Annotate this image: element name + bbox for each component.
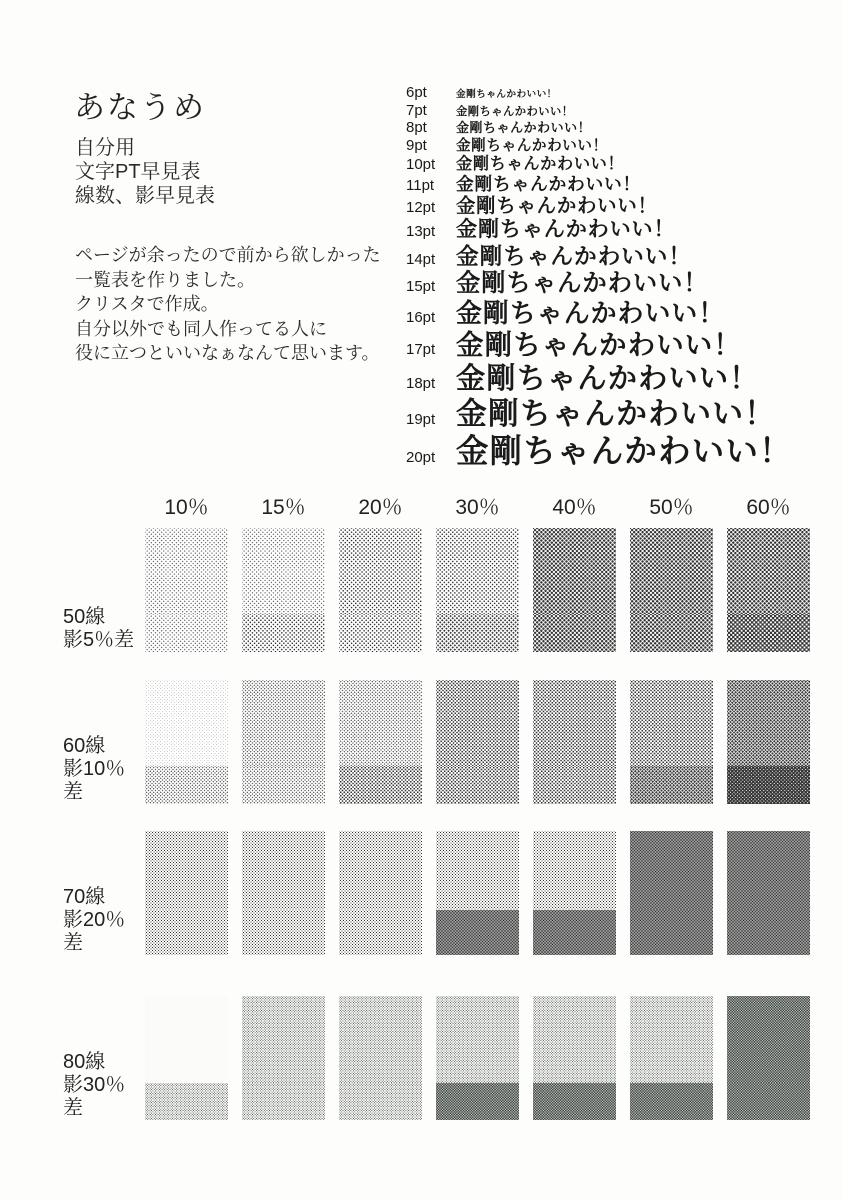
- tone-swatch-base-area: [727, 680, 810, 766]
- tone-swatch-strip: [145, 528, 810, 652]
- tone-swatch-base-area: [436, 680, 519, 766]
- tone-row-label-line: 影5％差: [63, 629, 135, 651]
- tone-swatch-base-area: [727, 528, 810, 614]
- tone-density-column-label: 20％: [358, 496, 403, 519]
- tone-swatch: [145, 528, 228, 652]
- tone-row: [63, 996, 810, 1120]
- tone-swatch: [727, 528, 810, 652]
- tone-row-label: [63, 680, 145, 804]
- tone-swatch-shadow-area: [339, 910, 422, 955]
- intro-paragraph: [75, 243, 381, 366]
- tone-swatch: [242, 996, 325, 1120]
- paragraph-line: クリスタで作成。: [75, 294, 219, 314]
- tone-swatch-shadow-area: [533, 614, 616, 652]
- tone-swatch-base-area: [145, 996, 228, 1083]
- tone-swatch: [242, 831, 325, 955]
- tone-swatch-shadow-area: [339, 766, 422, 804]
- tone-swatch: [533, 528, 616, 652]
- font-size-sample-row: [406, 218, 793, 243]
- tone-row: [63, 528, 810, 652]
- tone-density-column-label: 60％: [746, 496, 791, 519]
- tone-swatch: [436, 996, 519, 1120]
- tone-density-column-label: 15％: [261, 496, 306, 519]
- tone-swatch-base-area: [339, 528, 422, 614]
- font-size-sample-row: [406, 195, 793, 218]
- tone-density-column-label: 40％: [552, 496, 597, 519]
- tone-swatch: [630, 996, 713, 1120]
- tone-swatch: [727, 831, 810, 955]
- tone-swatch-base-area: [436, 528, 519, 614]
- tone-swatch: [145, 996, 228, 1120]
- pt-size-label: 12pt: [406, 199, 436, 217]
- tone-swatch-shadow-area: [727, 766, 810, 804]
- tone-swatch-base-area: [242, 996, 325, 1083]
- pt-size-label: 19pt: [406, 411, 436, 429]
- tone-swatch: [436, 680, 519, 804]
- sample-text: 金剛ちゃんかわいい！: [456, 243, 692, 270]
- font-size-sample-row: [406, 299, 793, 330]
- sample-text: 金剛ちゃんかわいい！: [456, 269, 709, 297]
- paragraph-line: ページが余ったので前から欲しかった: [75, 245, 381, 265]
- tone-swatch-base-area: [533, 680, 616, 766]
- font-size-sample-row: [406, 270, 793, 299]
- pt-size-label: 20pt: [406, 449, 436, 467]
- font-size-sample-row: [406, 174, 793, 195]
- pt-size-label: 16pt: [406, 308, 436, 326]
- tone-swatch-shadow-area: [630, 910, 713, 955]
- tone-swatch: [339, 680, 422, 804]
- tone-swatch-base-area: [145, 831, 228, 910]
- tone-swatch-shadow-area: [145, 614, 228, 652]
- tone-swatch-base-area: [339, 996, 422, 1083]
- font-size-sample-row: [406, 396, 793, 432]
- sample-text: 金剛ちゃんかわいい！: [456, 120, 592, 136]
- sample-text: 金剛ちゃんかわいい！: [456, 89, 557, 100]
- font-size-sample-row: [406, 119, 793, 137]
- tone-swatch-base-area: [630, 680, 713, 766]
- sample-text: 金剛ちゃんかわいい！: [456, 138, 608, 155]
- tone-swatch-base-area: [533, 528, 616, 614]
- tone-swatch-shadow-area: [242, 766, 325, 804]
- pt-size-label: 9pt: [406, 137, 427, 155]
- tone-row-label-line: 影10％差: [63, 758, 126, 803]
- paragraph-line: 役に立つといいなぁなんて思います。: [75, 343, 380, 363]
- tone-swatch-shadow-area: [630, 614, 713, 652]
- sample-text: 金剛ちゃんかわいい！: [456, 299, 726, 328]
- tone-swatch-base-area: [242, 680, 325, 766]
- tone-swatch-shadow-area: [339, 1083, 422, 1120]
- tone-row-label: [63, 831, 145, 955]
- tone-swatch-strip: [145, 680, 810, 804]
- tone-swatch: [145, 831, 228, 955]
- pt-size-label: 14pt: [406, 251, 436, 269]
- font-size-sample-row: [406, 84, 793, 102]
- pt-size-label: 11pt: [406, 177, 435, 195]
- tone-swatch-shadow-area: [145, 910, 228, 955]
- tone-swatch-shadow-area: [630, 1083, 713, 1120]
- tone-row-label-line: 50線: [63, 606, 106, 628]
- pt-size-label: 15pt: [406, 277, 436, 295]
- font-size-sample-row: [406, 362, 793, 396]
- tone-swatch-shadow-area: [436, 1083, 519, 1120]
- tone-swatch-shadow-area: [533, 910, 616, 955]
- paragraph-line: 一覧表を作りました。: [75, 269, 255, 290]
- sample-text: 金剛ちゃんかわいい！: [456, 433, 793, 470]
- subtitle-line: 文字PT早見表: [75, 161, 201, 183]
- tone-swatch: [630, 528, 713, 652]
- tone-swatch: [339, 831, 422, 955]
- tone-row: [63, 680, 810, 804]
- tone-swatch: [339, 528, 422, 652]
- pt-size-label: 6pt: [406, 84, 427, 101]
- page-title: あなうめ: [74, 90, 206, 125]
- tone-swatch-base-area: [145, 680, 228, 766]
- sample-text: 金剛ちゃんかわいい！: [456, 396, 777, 432]
- tone-swatch: [533, 996, 616, 1120]
- tone-swatch-shadow-area: [727, 1083, 810, 1120]
- tone-swatch-base-area: [145, 528, 228, 614]
- tone-swatch-base-area: [242, 528, 325, 614]
- subtitle-block: [75, 136, 215, 208]
- font-size-sample-list: [406, 84, 793, 471]
- tone-swatch: [630, 831, 713, 955]
- tone-swatch-shadow-area: [727, 910, 810, 955]
- tone-swatch: [242, 528, 325, 652]
- tone-swatch-shadow-area: [436, 910, 519, 955]
- tone-swatch: [630, 680, 713, 804]
- tone-density-column-label: 30％: [455, 496, 500, 519]
- tone-swatch-base-area: [339, 831, 422, 910]
- tone-swatch-shadow-area: [727, 614, 810, 652]
- tone-density-column-label: 10％: [164, 496, 209, 519]
- tone-swatch-base-area: [727, 831, 810, 910]
- tone-row-label-line: 影30％差: [63, 1074, 126, 1119]
- tone-swatch-strip: [145, 831, 810, 955]
- tone-row-label-line: 70線: [63, 886, 106, 908]
- tone-swatch-shadow-area: [242, 910, 325, 955]
- tone-swatch-base-area: [339, 680, 422, 766]
- tone-swatch: [533, 680, 616, 804]
- paragraph-line: 自分以外でも同人作ってる人に: [75, 318, 327, 339]
- sample-text: 金剛ちゃんかわいい！: [456, 329, 742, 361]
- tone-swatch-base-area: [242, 831, 325, 910]
- pt-size-label: 7pt: [406, 101, 427, 119]
- tone-swatch-base-area: [630, 831, 713, 910]
- tone-row: [63, 831, 810, 955]
- pt-size-label: 13pt: [406, 223, 436, 241]
- tone-swatch-shadow-area: [533, 766, 616, 804]
- tone-swatch-shadow-area: [242, 1083, 325, 1120]
- tone-swatch-shadow-area: [533, 1083, 616, 1120]
- tone-swatch: [436, 528, 519, 652]
- subtitle-line: 線数、影早見表: [75, 185, 215, 207]
- tone-row-label-line: 影20％差: [63, 909, 126, 954]
- pt-size-label: 18pt: [406, 374, 436, 392]
- tone-row-label-line: 60線: [63, 735, 106, 757]
- font-size-sample-row: [406, 432, 793, 470]
- tone-swatch-base-area: [727, 996, 810, 1083]
- sample-text: 金剛ちゃんかわいい！: [456, 174, 641, 195]
- tone-swatch-shadow-area: [242, 614, 325, 652]
- pt-size-label: 10pt: [406, 156, 436, 174]
- tone-swatch: [145, 680, 228, 804]
- tone-swatch-base-area: [436, 831, 519, 910]
- tone-swatch: [339, 996, 422, 1120]
- tone-column-header-row: [145, 496, 810, 520]
- sample-text: 金剛ちゃんかわいい！: [456, 218, 676, 242]
- tone-row-label: [63, 528, 145, 652]
- pt-size-label: 17pt: [406, 341, 436, 359]
- tone-swatch: [533, 831, 616, 955]
- tone-swatch-shadow-area: [630, 766, 713, 804]
- tone-swatch-shadow-area: [436, 614, 519, 652]
- font-size-sample-row: [406, 155, 793, 174]
- subtitle-line: 自分用: [75, 137, 135, 159]
- tone-swatch: [242, 680, 325, 804]
- tone-swatch-shadow-area: [436, 766, 519, 804]
- tone-density-column-label: 50％: [649, 496, 694, 519]
- tone-swatch-strip: [145, 996, 810, 1120]
- font-size-sample-row: [406, 243, 793, 270]
- sample-text: 金剛ちゃんかわいい！: [456, 362, 760, 395]
- sample-text: 金剛ちゃんかわいい！: [456, 105, 574, 118]
- tone-swatch-shadow-area: [145, 1083, 228, 1120]
- tone-swatch-shadow-area: [339, 614, 422, 652]
- tone-swatch-base-area: [436, 996, 519, 1083]
- screentone-reference-chart: [63, 496, 810, 1120]
- tone-swatch: [436, 831, 519, 955]
- font-size-sample-row: [406, 137, 793, 155]
- tone-swatch-shadow-area: [145, 766, 228, 804]
- tone-row-label: [63, 996, 145, 1120]
- tone-swatch-base-area: [630, 528, 713, 614]
- tone-swatch-base-area: [533, 996, 616, 1083]
- tone-swatch: [727, 996, 810, 1120]
- tone-swatch: [727, 680, 810, 804]
- sample-text: 金剛ちゃんかわいい！: [456, 155, 625, 174]
- font-size-sample-row: [406, 102, 793, 120]
- sample-text: 金剛ちゃんかわいい！: [456, 195, 658, 218]
- tone-swatch-base-area: [630, 996, 713, 1083]
- pt-size-label: 8pt: [406, 119, 427, 137]
- font-size-sample-row: [406, 329, 793, 361]
- tone-swatch-base-area: [533, 831, 616, 910]
- tone-row-label-line: 80線: [63, 1051, 106, 1073]
